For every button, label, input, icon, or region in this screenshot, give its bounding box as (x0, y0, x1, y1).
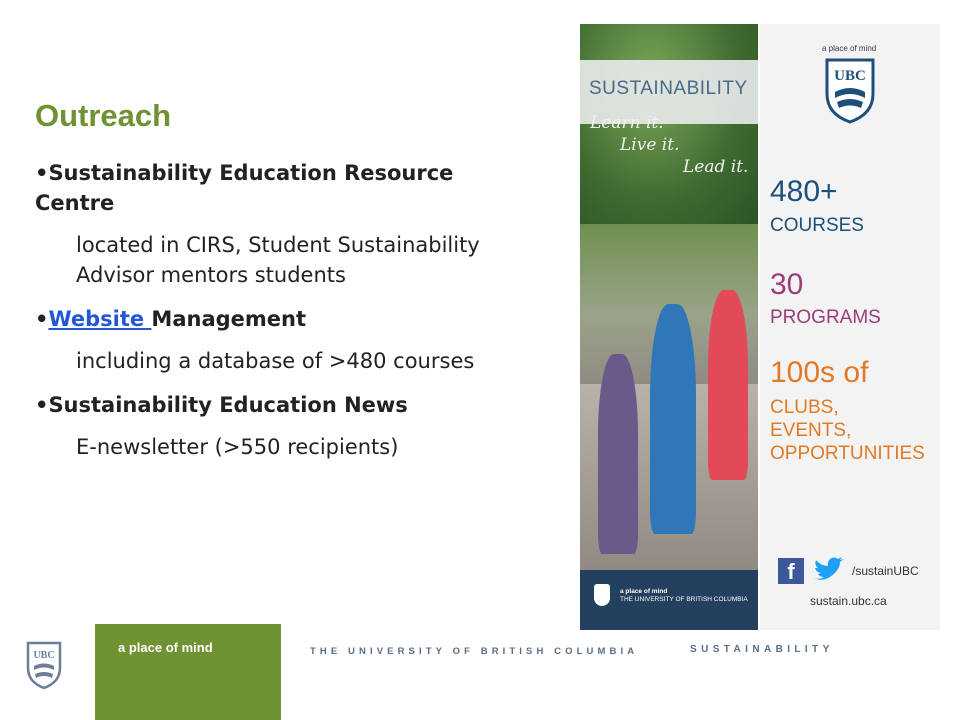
stat-number: 100s of (770, 356, 869, 389)
bullet-title: Sustainability Education Resource Centre (35, 161, 454, 215)
slide-title: Outreach (35, 98, 172, 133)
footer-green-block (95, 624, 281, 720)
stat-label: COURSES (770, 215, 864, 236)
stat-number: 480+ (770, 175, 838, 208)
bullet-subtext: located in CIRS, Student Sustainability Advisor mentors students (76, 233, 480, 287)
ubc-crest-icon (594, 584, 610, 606)
footer-tagline: a place of mind (118, 640, 213, 655)
bullet-title: Management (151, 307, 306, 331)
bullet-dot: • (35, 161, 49, 185)
bullet-dot: • (35, 393, 49, 417)
ubc-crest-icon (823, 54, 877, 124)
bullet-subtext: including a database of >480 courses (76, 349, 475, 373)
place-of-mind-label: a place of mind (822, 44, 877, 53)
svg-text:UBC: UBC (834, 68, 866, 84)
bullet-title: Sustainability Education News (48, 393, 408, 417)
sustainability-banner: SUSTAINABILITY (580, 60, 758, 124)
social-handle: /sustainUBC (852, 564, 919, 578)
person-figure (598, 354, 638, 554)
footer-unit-name: SUSTAINABILITY (690, 644, 834, 655)
bullet-item (35, 304, 535, 334)
stat-label: CLUBS, EVENTS, OPPORTUNITIES (770, 397, 925, 464)
stats-panel (760, 24, 940, 630)
bullet-item (35, 390, 535, 420)
twitter-icon (812, 556, 846, 584)
person-figure (650, 304, 696, 534)
poster-website: sustain.ubc.ca (810, 594, 887, 608)
footer-university-name: THE UNIVERSITY OF BRITISH COLUMBIA (310, 646, 639, 657)
bullet-dot: • (35, 307, 49, 331)
bullet-subtext: E-newsletter (>550 recipients) (76, 435, 399, 459)
ubc-crest-icon (25, 640, 63, 690)
sustainability-poster-image (580, 24, 940, 630)
stat-label: PROGRAMS (770, 307, 881, 328)
stat-number: 30 (770, 268, 804, 301)
facebook-icon: f (778, 558, 804, 584)
website-link[interactable]: Website (48, 307, 152, 331)
bullet-item (35, 158, 535, 218)
svg-text:UBC: UBC (33, 650, 55, 661)
person-figure (708, 290, 748, 480)
poster-photo-footer: a place of mind THE UNIVERSITY OF BRITISH COLUMBIA (580, 570, 758, 630)
poster-tagline: Learn it. Live it. Lead it. (590, 113, 749, 177)
bullet-list (35, 158, 535, 476)
campus-photo (580, 24, 758, 630)
